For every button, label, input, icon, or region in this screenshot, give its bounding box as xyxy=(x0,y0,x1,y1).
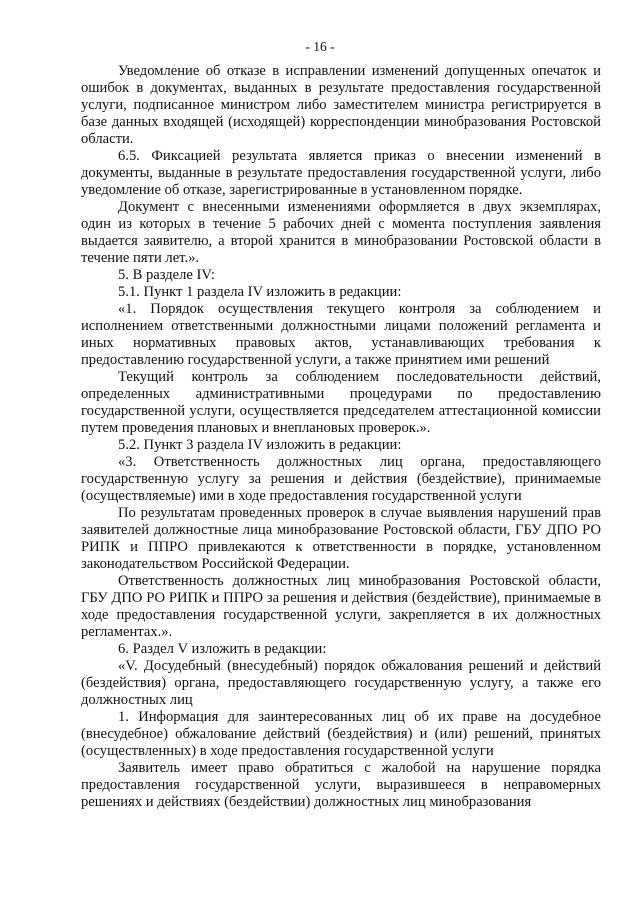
paragraph: Ответственность должностных лиц минобразования Ростовской области, ГБУ ДПО РО РИПК и ППРО за решения и действия (бездействие), принимаемые в ходе предоставления государственной услуги, закрепляется в их должностных регламентах.». xyxy=(81,573,601,640)
paragraph: 5.1. Пункт 1 раздела IV изложить в редакции: xyxy=(118,284,402,300)
paragraph: Заявитель имеет право обратиться с жалобой на нарушение порядка предоставления государственной услуги, выразившееся в неправомерных решениях и действиях (бездействии) должностных лиц минобразования xyxy=(81,760,601,810)
paragraph: Текущий контроль за соблюдением последовательности действий, определенных административными процедурами по предоставлению государственной услуги, осуществляется председателем аттестационной комиссии путем проведения плановых и внеплановых проверок.». xyxy=(81,369,601,436)
paragraph: 5.2. Пункт 3 раздела IV изложить в редакции: xyxy=(118,437,402,453)
paragraph: 6. Раздел V изложить в редакции: xyxy=(118,641,327,657)
paragraph: По результатам проведенных проверок в случае выявления нарушений прав заявителей должностные лица минобразование Ростовской области, ГБУ ДПО РО РИПК и ППРО привлекаются к ответственности в порядке, установленном законодательством Российской Федерации. xyxy=(81,505,601,572)
paragraph: 1. Информация для заинтересованных лиц об их праве на досудебное (внесудебное) обжалование действий (бездействия) и (или) решений, принятых (осуществленных) в ходе предоставления государственной услуги xyxy=(81,709,601,759)
document-body xyxy=(81,63,601,811)
paragraph: Документ с внесенными изменениями оформляется в двух экземплярах, один из которых в течение 5 рабочих дней с момента поступления заявления выдается заявителю, а второй хранится в минобразовании Ростовской области в течение пяти лет.». xyxy=(81,199,601,266)
paragraph: 6.5. Фиксацией результата является приказ о внесении изменений в документы, выданные в результате предоставления государственной услуги, либо уведомление об отказе, зарегистрированные в установленном порядке. xyxy=(81,148,601,198)
paragraph: «3. Ответственность должностных лиц органа, предоставляющего государственную услугу за решения и действия (бездействие), принимаемые (осуществляемые) ими в ходе предоставления государственной услуги xyxy=(81,454,601,504)
paragraph: «V. Досудебный (внесудебный) порядок обжалования решений и действий (бездействия) органа, предоставляющего государственную услугу, а также его должностных лиц xyxy=(81,658,601,708)
page-number: - 16 - xyxy=(305,39,335,54)
paragraph: «1. Порядок осуществления текущего контроля за соблюдением и исполнением ответственными должностными лицами положений регламента и иных нормативных правовых актов, устанавливающих требования к предоставлению государственной услуги, а также принятием ими решений xyxy=(81,301,601,368)
paragraph: 5. В разделе IV: xyxy=(118,267,215,283)
paragraph: Уведомление об отказе в исправлении изменений допущенных опечаток и ошибок в документах, выданных в результате предоставления государственной услуги, подписанное министром либо заместителем министра регистрируется в базе данных входящей (исходящей) корреспонденции минобразования Ростовской области. xyxy=(81,63,601,147)
